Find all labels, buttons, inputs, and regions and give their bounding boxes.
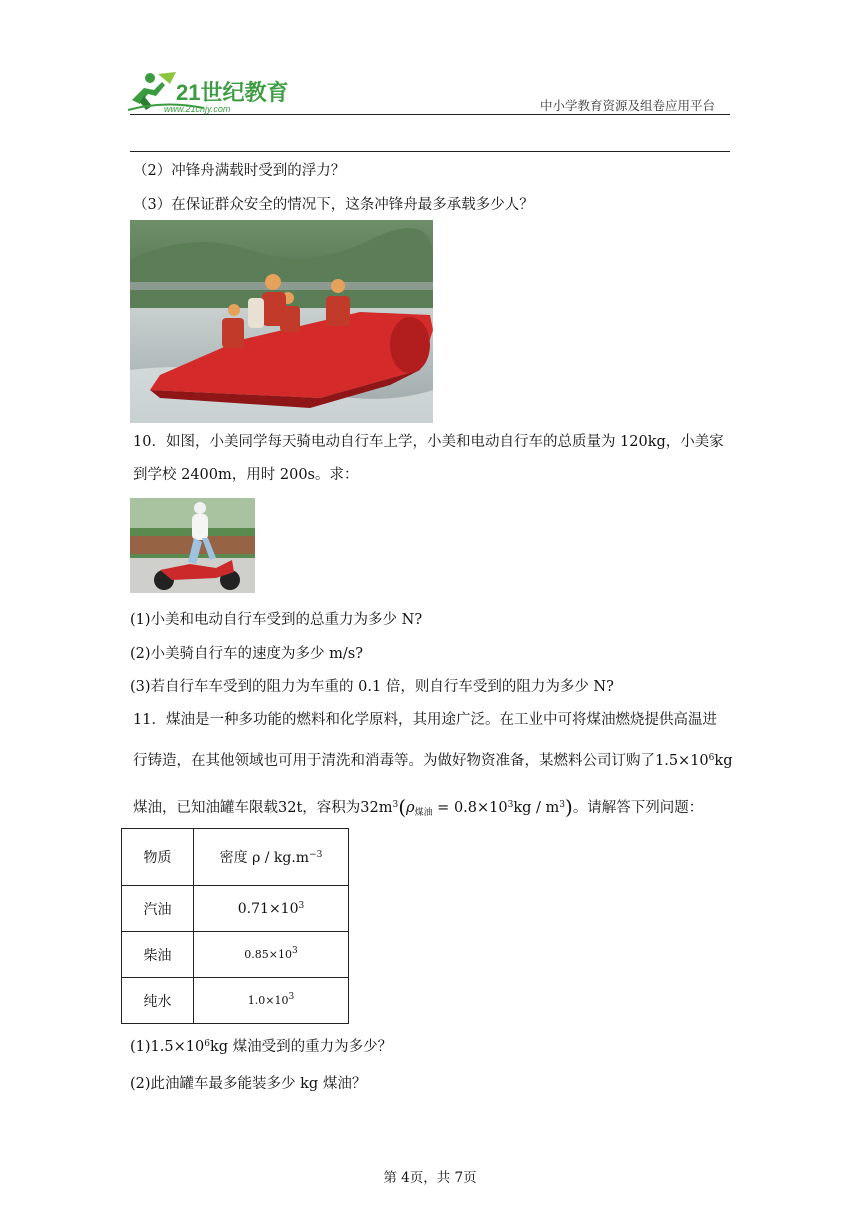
table-cell-name: 纯水	[122, 978, 194, 1024]
table-cell-density: $1.0\times 10^3$	[194, 978, 349, 1024]
q10-sub2: (2)小美骑自行车的速度为多少 m/s?	[130, 646, 363, 662]
platform-name: 中小学教育资源及组卷应用平台	[540, 98, 716, 113]
q9-sub2: （2）冲锋舟满载时受到的浮力？	[133, 163, 346, 179]
logo-brand: 21世纪教育	[176, 80, 289, 105]
rescue-boat-photo	[130, 220, 433, 423]
table-row	[122, 886, 349, 932]
density-table	[121, 828, 349, 1024]
table-row	[122, 978, 349, 1024]
table-cell-density: $0.85\times 10^3$	[194, 932, 349, 978]
ebike-photo	[130, 498, 255, 593]
table-header-substance: 物质	[122, 829, 194, 886]
q11-sub2: (2)此油罐车最多能装多少 kg 煤油？	[130, 1076, 367, 1092]
q10-stem-line2: 到学校 2400m，用时 200s。求：	[133, 467, 359, 483]
q10-stem-line1: 10．如图，小美同学每天骑电动自行车上学，小美和电动自行车的总质量为 120kg，小美家	[133, 434, 724, 450]
q11-stem-line1: 11．煤油是一种多功能的燃料和化学原料，其用途广泛。在工业中可将煤油燃烧提供高温进	[133, 712, 717, 728]
q11-stem-line3: 煤油，已知油罐车限载32t，容积为$32m^3(\rho_{煤油} = 0.8\times 10^3kg / m^3)$。请解答下列问题：	[133, 795, 704, 819]
logo-url: www.21cnjy.com	[164, 104, 231, 114]
table-cell-density: $0.71\times 10^3$	[194, 886, 349, 932]
site-logo	[124, 70, 294, 116]
table-cell-name: 柴油	[122, 932, 194, 978]
q10-sub3: (3)若自行车车受到的阻力为车重的 0.1 倍，则自行车受到的阻力为多少 N?	[130, 679, 614, 695]
header-rule	[130, 114, 730, 115]
table-header-row	[122, 829, 349, 886]
q11-stem-line2: 行铸造，在其他领域也可用于清洗和消毒等。为做好物资准备，某燃料公司订购了$1.5\times 10^6kg$	[133, 753, 733, 769]
q11-sub1: $(1)1.5\times 10^6kg$ 煤油受到的重力为多少？	[130, 1039, 393, 1055]
table-cell-name: 汽油	[122, 886, 194, 932]
q9-sub3: （3）在保证群众安全的情况下，这条冲锋舟最多承载多少人？	[133, 197, 534, 213]
table-row	[122, 932, 349, 978]
table-header-density: 密度 ρ / $kg.m^{-3}$	[194, 829, 349, 886]
page-number: 第 4页，共 7页	[383, 1170, 477, 1186]
q10-sub1: (1)小美和电动自行车受到的总重力为多少 N?	[130, 612, 423, 628]
content-rule	[130, 151, 730, 152]
